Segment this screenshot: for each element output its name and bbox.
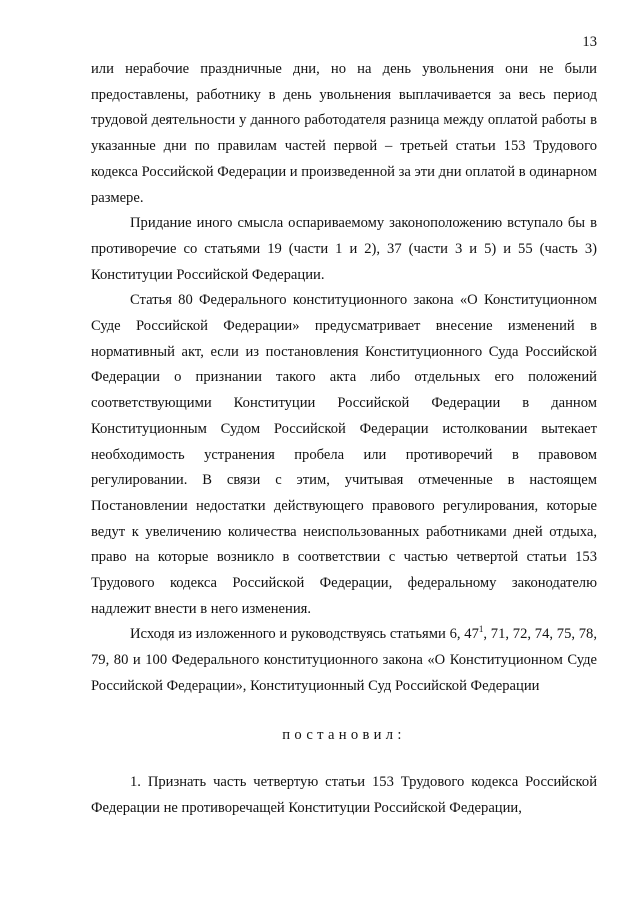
page-number: 13	[582, 34, 597, 50]
grounds-text-after: , 71, 72, 74, 75, 78, 79, 80 и 100 Федерального конституционного закона «О Конституционном Суде Российской Федерации», Конституционный Суд Российской Федерации	[91, 626, 598, 694]
grounds-superscript: 1	[478, 624, 484, 635]
resolution-heading: постановил:	[282, 726, 406, 743]
grounds-text-before: Исходя из изложенного и руководствуясь статьями 6, 47	[130, 626, 479, 643]
resolution-item-1: 1. Признать часть четвертую статьи 153 Трудового кодекса Российской Федерации не противоречащей Конституции Российской Федерации,	[91, 774, 597, 816]
paragraph-article-80: Статья 80 Федерального конституционного закона «О Конституционном Суде Российской Федерации» предусматривает внесение изменений в нормативный акт, если из постановления Конституционного Суда Российской Федерации о признании такого акта либо отдельных его положений соответствующими Конституции Российской Федерации в данном Конституционным Судом Российской Федерации истолковании вытекает необходимость устранения пробела или противоречий в правовом регулировании. В связи с этим, учитывая отмеченные в настоящем Постановлении недостатки действующего правового регулирования, которые ведут к увеличению количества неиспользованных работниками дней отдыха, право на которые возникло в соответствии с частью четвертой статьи 153 Трудового кодекса Российской Федерации, федеральному законодателю надлежит внести в него изменения.	[91, 292, 597, 617]
paragraph-grounds	[91, 622, 597, 699]
paragraph-continuation: или нерабочие праздничные дни, но на день увольнения они не были предоставлены, работнику в день увольнения выплачивается за весь период трудовой деятельности у данного работодателя разница между оплатой работы в указанные дни по правилам частей первой – третьей статьи 153 Трудового кодекса Российской Федерации и произведенной за эти дни оплатой в одинарном размере.	[91, 61, 597, 206]
document-body	[91, 57, 597, 822]
paragraph-interpretation: Придание иного смысла оспариваемому законоположению вступало бы в противоречие со статьями 19 (части 1 и 2), 37 (части 3 и 5) и 55 (часть 3) Конституции Российской Федерации.	[91, 215, 597, 283]
